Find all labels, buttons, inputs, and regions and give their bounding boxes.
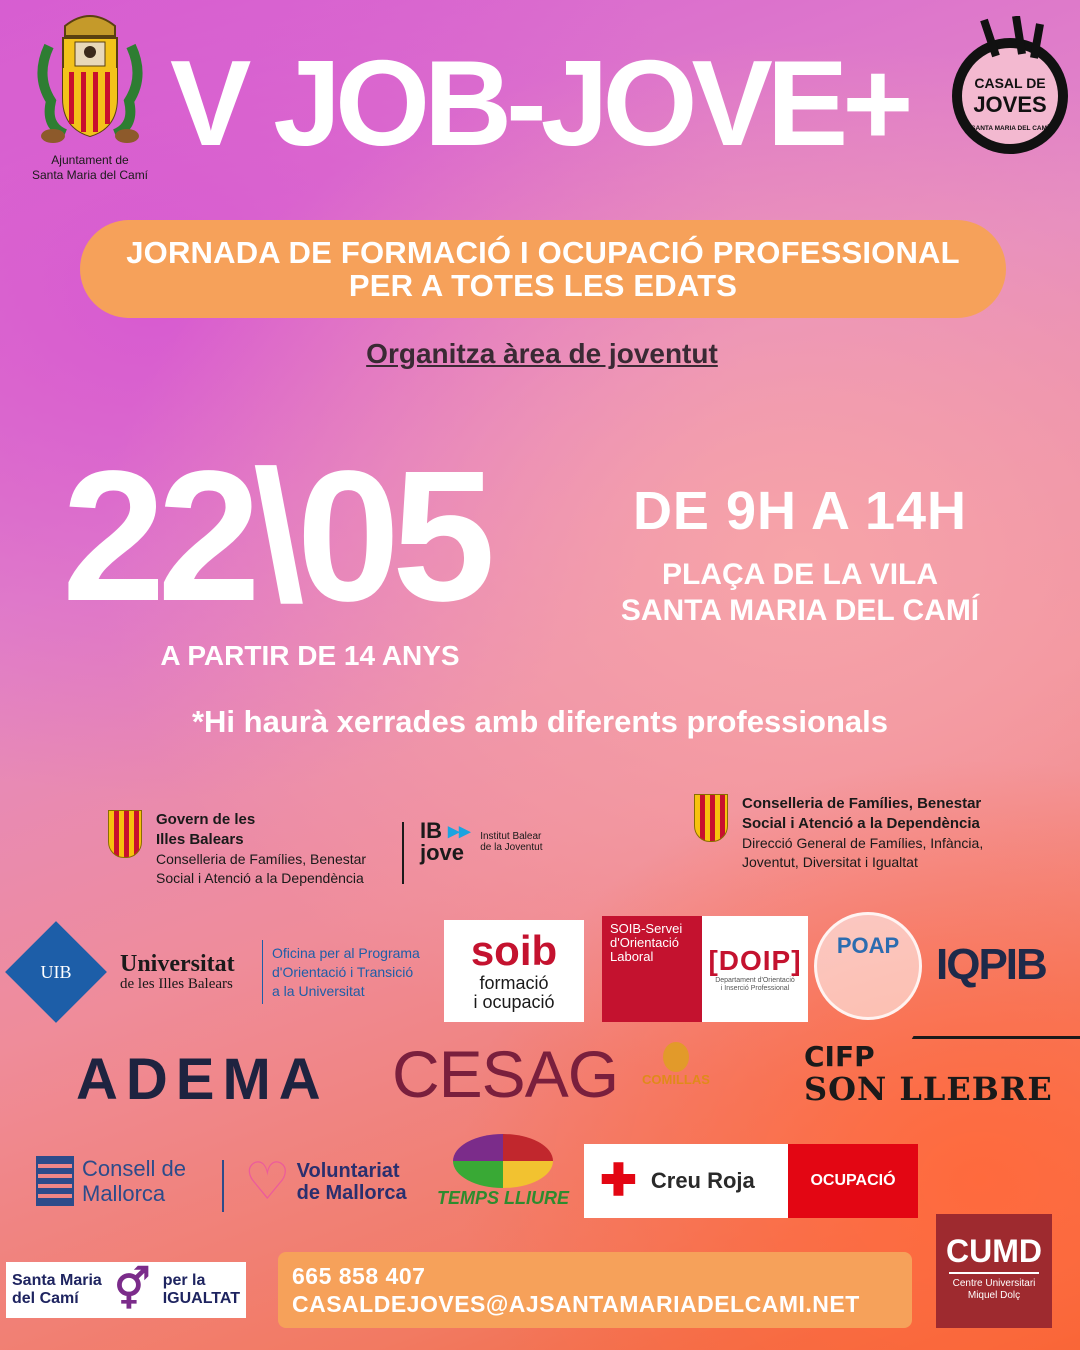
cumd-sub-line1: Centre Universitari bbox=[952, 1278, 1036, 1289]
shield-icon bbox=[108, 810, 142, 858]
govern-sub-line1: Conselleria de Famílies, Benestar bbox=[156, 851, 367, 867]
doip-right-panel bbox=[702, 916, 808, 1022]
cifp-logo bbox=[804, 1042, 1053, 1106]
conselleria-sub-line1: Direcció General de Famílies, Infància, bbox=[742, 835, 984, 851]
casal-de-joves-logo bbox=[944, 16, 1074, 162]
ajuntament-crest bbox=[28, 6, 152, 190]
conselleria-sub-line2: Joventut, Diversitat i Igualtat bbox=[742, 854, 918, 870]
conselleria-name-line2: Social i Atenció a la Dependència bbox=[742, 815, 980, 832]
cross-icon: ✚ bbox=[600, 1156, 637, 1205]
roof-icon bbox=[894, 1036, 1080, 1069]
uib-divider bbox=[262, 940, 263, 1004]
doip-sub-line2: i Inserció Professional bbox=[720, 985, 790, 992]
voluntariat-name-line1: Voluntariat bbox=[296, 1160, 400, 1182]
igualtat-right-line1: per la bbox=[162, 1272, 206, 1289]
uib-name-line2: de les Illes Balears bbox=[120, 975, 233, 992]
creu-roja-name: Creu Roja bbox=[650, 1168, 755, 1193]
ibjove-mark-line1: IB bbox=[420, 818, 442, 843]
temps-lliure-word: TEMPS LLIURE bbox=[436, 1188, 569, 1208]
creu-roja-tag: OCUPACIÓ bbox=[788, 1144, 918, 1218]
consell-divider bbox=[222, 1160, 224, 1212]
event-age: A PARTIR DE 14 ANYS bbox=[160, 640, 460, 671]
soib-sub-line2: i ocupació bbox=[473, 992, 555, 1012]
contact-phone[interactable]: 665 858 407 bbox=[292, 1263, 426, 1289]
voluntariat-name-line2: de Mallorca bbox=[296, 1182, 407, 1204]
creu-roja-left bbox=[584, 1144, 788, 1218]
govern-name-line2: Illes Balears bbox=[156, 831, 244, 848]
creu-roja-logo bbox=[584, 1144, 918, 1218]
doip-logo bbox=[602, 916, 808, 1022]
igualtat-left-line1: Santa Maria bbox=[12, 1272, 102, 1289]
consell-logo bbox=[36, 1156, 186, 1206]
casal-logo-text-3: SANTA MARIA DEL CAMÍ bbox=[971, 125, 1049, 132]
uib-logo bbox=[20, 936, 235, 1008]
ibjove-text bbox=[480, 831, 542, 853]
book-icon bbox=[949, 1272, 1039, 1274]
igualtat-left-line2: del Camí bbox=[12, 1290, 79, 1307]
event-place-line2: SANTA MARIA DEL CAMÍ bbox=[620, 594, 980, 627]
consell-emblem-icon bbox=[36, 1156, 74, 1206]
casal-logo-text-2: JOVES bbox=[973, 92, 1047, 117]
cumd-sub bbox=[936, 1278, 1052, 1302]
igualtat-left bbox=[12, 1272, 102, 1308]
uib-office-line1: Oficina per al Programa bbox=[272, 945, 420, 961]
poap-word: POAP bbox=[836, 933, 900, 958]
voluntariat-name bbox=[297, 1160, 407, 1204]
gender-symbol-icon: ⚥ bbox=[114, 1268, 151, 1312]
govern-name-line1: Govern de les bbox=[156, 811, 256, 828]
crest-caption-line1: Ajuntament de bbox=[51, 153, 129, 167]
poap-logo bbox=[814, 912, 922, 1020]
temps-lliure-logo bbox=[436, 1134, 570, 1209]
crest-caption bbox=[28, 153, 152, 183]
soib-word: soib bbox=[470, 927, 558, 974]
uib-badge-icon bbox=[5, 921, 107, 1023]
casal-logo-text-1: CASAL DE bbox=[974, 75, 1046, 91]
event-note: *Hi haurà xerrades amb diferents professionals bbox=[191, 704, 889, 739]
govern-divider bbox=[402, 822, 404, 884]
govern-sub-line2: Social i Atenció a la Dependència bbox=[156, 870, 364, 886]
consell-name-line1: Consell de bbox=[82, 1156, 186, 1181]
temps-lliure-emblem-icon bbox=[453, 1134, 553, 1188]
comillas-logo bbox=[636, 1042, 716, 1087]
adema-logo: ADEMA bbox=[76, 1047, 329, 1112]
ibjove-text-line2: de la Joventut bbox=[480, 842, 543, 853]
comillas-word: COMILLAS bbox=[642, 1072, 710, 1087]
doip-sub bbox=[715, 977, 795, 993]
doip-left-line1: SOIB-Servei bbox=[610, 921, 683, 936]
organizer-text: Organitza àrea de joventut bbox=[366, 338, 718, 369]
uib-office-line2: d'Orientació i Transició bbox=[272, 964, 414, 980]
uib-name-line1: Universitat bbox=[120, 950, 235, 977]
ibjove-text-line1: Institut Balear bbox=[480, 831, 542, 842]
heart-icon: ♡ bbox=[244, 1153, 291, 1211]
shield-icon bbox=[694, 794, 728, 842]
consell-name-line2: Mallorca bbox=[82, 1181, 166, 1206]
conselleria-logo bbox=[694, 794, 983, 872]
doip-left-line3: Laboral bbox=[610, 949, 654, 964]
soib-sub-line1: formació bbox=[479, 973, 549, 993]
igualtat-right-line2: IGUALTAT bbox=[162, 1290, 240, 1307]
event-place-line1: PLAÇA DE LA VILA bbox=[661, 558, 939, 591]
cumd-word: CUMD bbox=[946, 1233, 1042, 1269]
page-title: V JOB-JOVE+ bbox=[170, 35, 908, 171]
comillas-emblem-icon bbox=[663, 1042, 689, 1072]
cesag-logo: CESAG bbox=[392, 1037, 619, 1111]
govern-logo bbox=[108, 810, 366, 888]
arrows-icon: ▸▸ bbox=[448, 818, 471, 843]
doip-sub-line1: Departament d'Orientació bbox=[715, 977, 795, 984]
event-banner bbox=[80, 220, 1006, 318]
event-date: 22\05 bbox=[62, 433, 488, 640]
crest-icon bbox=[35, 6, 145, 144]
soib-logo bbox=[444, 920, 584, 1022]
conselleria-name-line1: Conselleria de Famílies, Benestar bbox=[742, 795, 982, 812]
soib-sub bbox=[444, 974, 584, 1012]
uib-office-line3: a la Universitat bbox=[272, 983, 365, 999]
uib-office bbox=[272, 944, 442, 1001]
doip-word: [DOIP] bbox=[708, 945, 802, 976]
contact-box bbox=[278, 1252, 912, 1328]
voluntariat-logo bbox=[244, 1153, 407, 1211]
banner-line2: PER A TOTES LES EDATS bbox=[348, 268, 738, 303]
cumd-sub-line2: Miquel Dolç bbox=[967, 1290, 1021, 1301]
uib-badge-text: UIB bbox=[40, 961, 72, 982]
uib-name bbox=[120, 952, 235, 993]
doip-left-line2: d'Orientació bbox=[610, 935, 679, 950]
event-time: DE 9H A 14H bbox=[632, 481, 968, 541]
cifp-line2: SON LLEBRE bbox=[804, 1070, 1053, 1108]
igualtat-right bbox=[163, 1272, 240, 1308]
ibjove-logo bbox=[420, 820, 542, 864]
cumd-logo bbox=[936, 1214, 1052, 1328]
banner-line1: JORNADA DE FORMACIÓ I OCUPACIÓ PROFESSIONAL bbox=[126, 235, 960, 270]
crest-caption-line2: Santa Maria del Camí bbox=[31, 168, 149, 182]
cifp-line1: CIFP bbox=[804, 1040, 875, 1073]
casal-logo-icon bbox=[944, 16, 1074, 162]
igualtat-logo bbox=[6, 1262, 246, 1318]
ibjove-mark-line2: jove bbox=[420, 840, 465, 865]
ibjove-mark bbox=[420, 820, 470, 864]
iqpib-logo: IQPIB bbox=[936, 940, 1046, 989]
doip-left-panel bbox=[602, 916, 702, 1022]
contact-email[interactable]: CASALDEJOVES@AJSANTAMARIADELCAMI.NET bbox=[292, 1291, 860, 1317]
consell-name bbox=[82, 1156, 186, 1206]
